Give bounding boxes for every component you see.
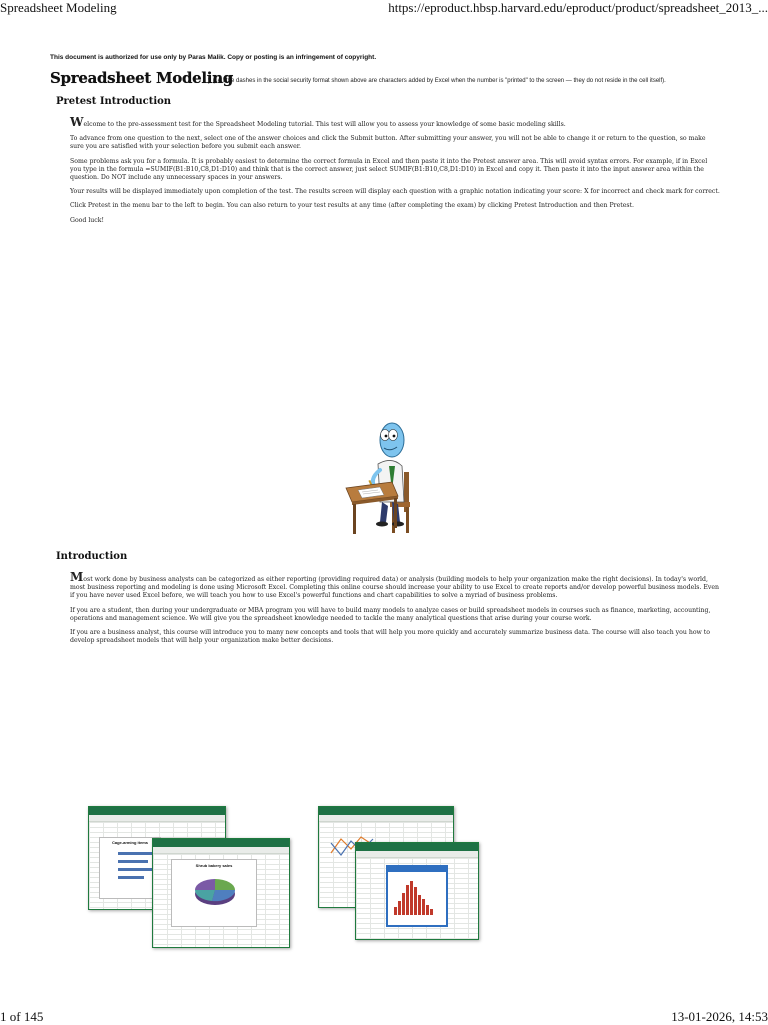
pretest-paragraph-1 xyxy=(70,115,720,129)
histogram-dialog xyxy=(386,865,448,927)
histogram-chart xyxy=(392,877,440,917)
excel-ribbon xyxy=(153,839,289,847)
bar-4 xyxy=(118,876,144,879)
overlapping-note: y (i.e., the dashes in the social security format shown above are characters added by Excel when the number is "printed" to the screen — they do not reside in the cell itself). xyxy=(208,78,666,84)
excel-toolbar xyxy=(356,851,478,858)
intro-section-heading-wrap xyxy=(56,551,127,562)
excel-ribbon xyxy=(356,843,478,851)
pretest-p1-text: elcome to the pre-assessment test for the Spreadsheet Modeling tutorial. This test will allow you to assess your knowledge of some basic modeling skills. xyxy=(83,121,566,128)
excel-screenshot-pie-chart xyxy=(152,838,290,948)
intro-dropcap: M xyxy=(70,570,84,584)
pie-chart-3d xyxy=(192,874,238,908)
excel-toolbar xyxy=(319,815,453,822)
intro-paragraph-2: If you are a student, then during your undergraduate or MBA program you will have to build many models to analyze cases or build spreadsheet models in courses such as finance, marketing, accounting, operations and management science. We will give you the spreadsheet knowledge needed to tackle the many analytical questions that arise during your course work. xyxy=(70,606,711,622)
print-footer-datetime: 13-01-2026, 14:53 xyxy=(671,1009,768,1024)
print-footer-page: 1 of 145 xyxy=(0,1009,44,1024)
excel-ribbon xyxy=(89,807,225,815)
print-header-title: Spreadsheet Modeling xyxy=(0,0,117,15)
bar-chart-title: Cage-arming items xyxy=(111,840,148,845)
pie-chart-title: Shrub bakery sales xyxy=(195,863,233,868)
intro-paragraph-1 xyxy=(70,570,720,601)
pie-chart-panel xyxy=(171,859,257,927)
bar-3 xyxy=(118,868,152,871)
pretest-section-heading-wrap xyxy=(56,96,171,107)
pretest-dropcap: W xyxy=(70,115,84,129)
excel-toolbar xyxy=(89,815,225,822)
dialog-titlebar xyxy=(388,867,446,872)
pretest-paragraph-6: Good luck! xyxy=(70,216,104,224)
pretest-body xyxy=(70,115,720,231)
pretest-paragraph-2: To advance from one question to the next, select one of the answer choices and click the Submit button. After submitting your answer, you will not be able to change it or return to the question, so make sure you are satisfied with your selection before you submit each answer. xyxy=(70,135,706,151)
excel-screenshot-histogram xyxy=(355,842,479,940)
bar-2 xyxy=(118,860,148,863)
pretest-heading: Pretest Introduction xyxy=(56,96,172,107)
document-title: Spreadsheet Modeling xyxy=(50,69,233,87)
bar-1 xyxy=(118,852,154,855)
student-at-desk-illustration xyxy=(340,410,430,538)
pretest-paragraph-5: Click Pretest in the menu bar to the left to begin. You can also return to your test results at any time (after completing the exam) by clicking Pretest Introduction and then Pretest. xyxy=(70,202,635,210)
print-header-url: https://eproduct.hbsp.harvard.edu/eproduct/product/spreadsheet_2013_... xyxy=(388,0,768,15)
intro-p1-text: ost work done by business analysts can be categorized as either reporting (providing required data) or analysis (building models to help your organization make the right decisions). In today's world, most business reporting and modeling is done using Microsoft Excel. Completing this online course should increase your ability to use Excel to create reports and/or develop powerful business models. Even if you have never used Excel before, we will teach you how to use Excel's powerful functions and chart capabilities to solve a myriad of business problems. xyxy=(70,576,719,600)
intro-paragraph-3: If you are a business analyst, this course will introduce you to many new concepts and tools that will help you more quickly and accurately summarize business data. The course will also teach you how to develop spreadsheet models that will help your organization make better decisions. xyxy=(70,629,711,645)
excel-toolbar xyxy=(153,847,289,854)
pretest-paragraph-4: Your results will be displayed immediately upon completion of the test. The results screen will display each question with a graphic notation indicating your score: X for incorrect and check mark for correct. xyxy=(70,188,720,196)
pretest-paragraph-3: Some problems ask you for a formula. It is probably easiest to determine the correct formula in Excel and then paste it into the Pretest answer area. This will avoid syntax errors. For example, if in Excel you type in the formula =SUMIF(B1:B10,C8,D1:D10) and think that is the correct answer, just select SUMIF(B1:B10,C8,D1:D10) in Excel and copy it. Then paste it into the input answer area within the question. Do NOT include any unnecessary spaces in your answers. xyxy=(70,157,708,182)
copyright-notice: This document is authorized for use only by Paras Malik. Copy or posting is an infringement of copyright. xyxy=(50,54,377,61)
introduction-body xyxy=(70,570,720,651)
introduction-heading: Introduction xyxy=(56,551,128,562)
excel-ribbon xyxy=(319,807,453,815)
